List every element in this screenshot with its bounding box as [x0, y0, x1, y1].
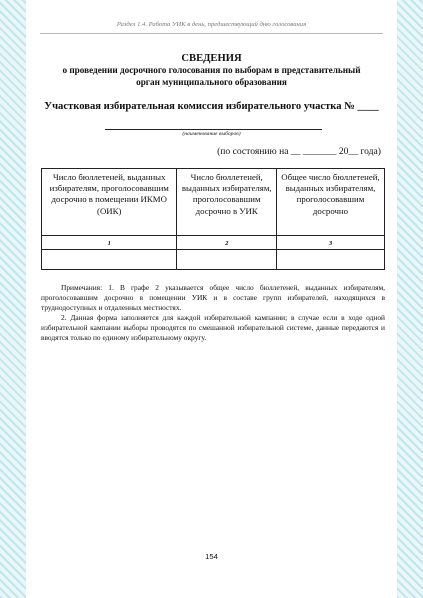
column-number-cell: 3	[276, 236, 384, 250]
right-decorative-stripe	[397, 0, 423, 598]
table-cell	[177, 250, 276, 270]
commission-line: Участковая избирательная комиссия избирательного участка № ____	[44, 101, 379, 112]
table-cell	[42, 250, 177, 270]
table-header-row	[42, 169, 385, 236]
notes-section	[41, 283, 385, 342]
table-cell	[276, 250, 384, 270]
left-decorative-stripe	[0, 0, 26, 598]
note-paragraph: 2. Данная форма заполняется для каждой избирательной кампании; в случае если в ходе одной избирательной кампании выборы проводятся по смешанной избирательной системе, данные передаются и вводятся только по единому избирательному округу.	[41, 312, 385, 342]
running-header: Раздел 1.4. Работа УИК в день, предшествующий дню голосования	[116, 21, 307, 28]
election-name-blank-line	[105, 129, 322, 130]
table-header-cell: Число бюллетеней, выданных избирателям, проголосовавшим досрочно в УИК	[177, 169, 276, 236]
note-paragraph: Примечания: 1. В графе 2 указывается общее число бюллетеней, выданных избирателям, проголосовавшим досрочно в помещении УИК и в составе групп избирателей, находящихся в труднодоступных и отдаленных местностях.	[41, 283, 385, 312]
document-title: СВЕДЕНИЯ	[181, 53, 242, 64]
table-header-cell: Число бюллетеней, выданных избирателям, проголосовавшим досрочно в помещении ИКМО (ОИК)	[42, 169, 177, 236]
document-subtitle: о проведении досрочного голосования по выборам в представительный орган муниципального образования	[62, 65, 361, 87]
early-voting-table	[41, 168, 385, 270]
header-divider	[40, 33, 383, 34]
page-number: 154	[205, 552, 218, 561]
election-name-caption: (наименование выборов)	[182, 131, 241, 137]
column-number-row	[42, 236, 385, 250]
column-number-cell: 1	[42, 236, 177, 250]
table-header-cell: Общее число бюллетеней, выданных избирателям, проголосовавшим досрочно	[276, 169, 384, 236]
table-row	[42, 250, 385, 270]
as-of-date: (по состоянию на __ _______ 20__ года)	[217, 146, 381, 157]
column-number-cell: 2	[177, 236, 276, 250]
